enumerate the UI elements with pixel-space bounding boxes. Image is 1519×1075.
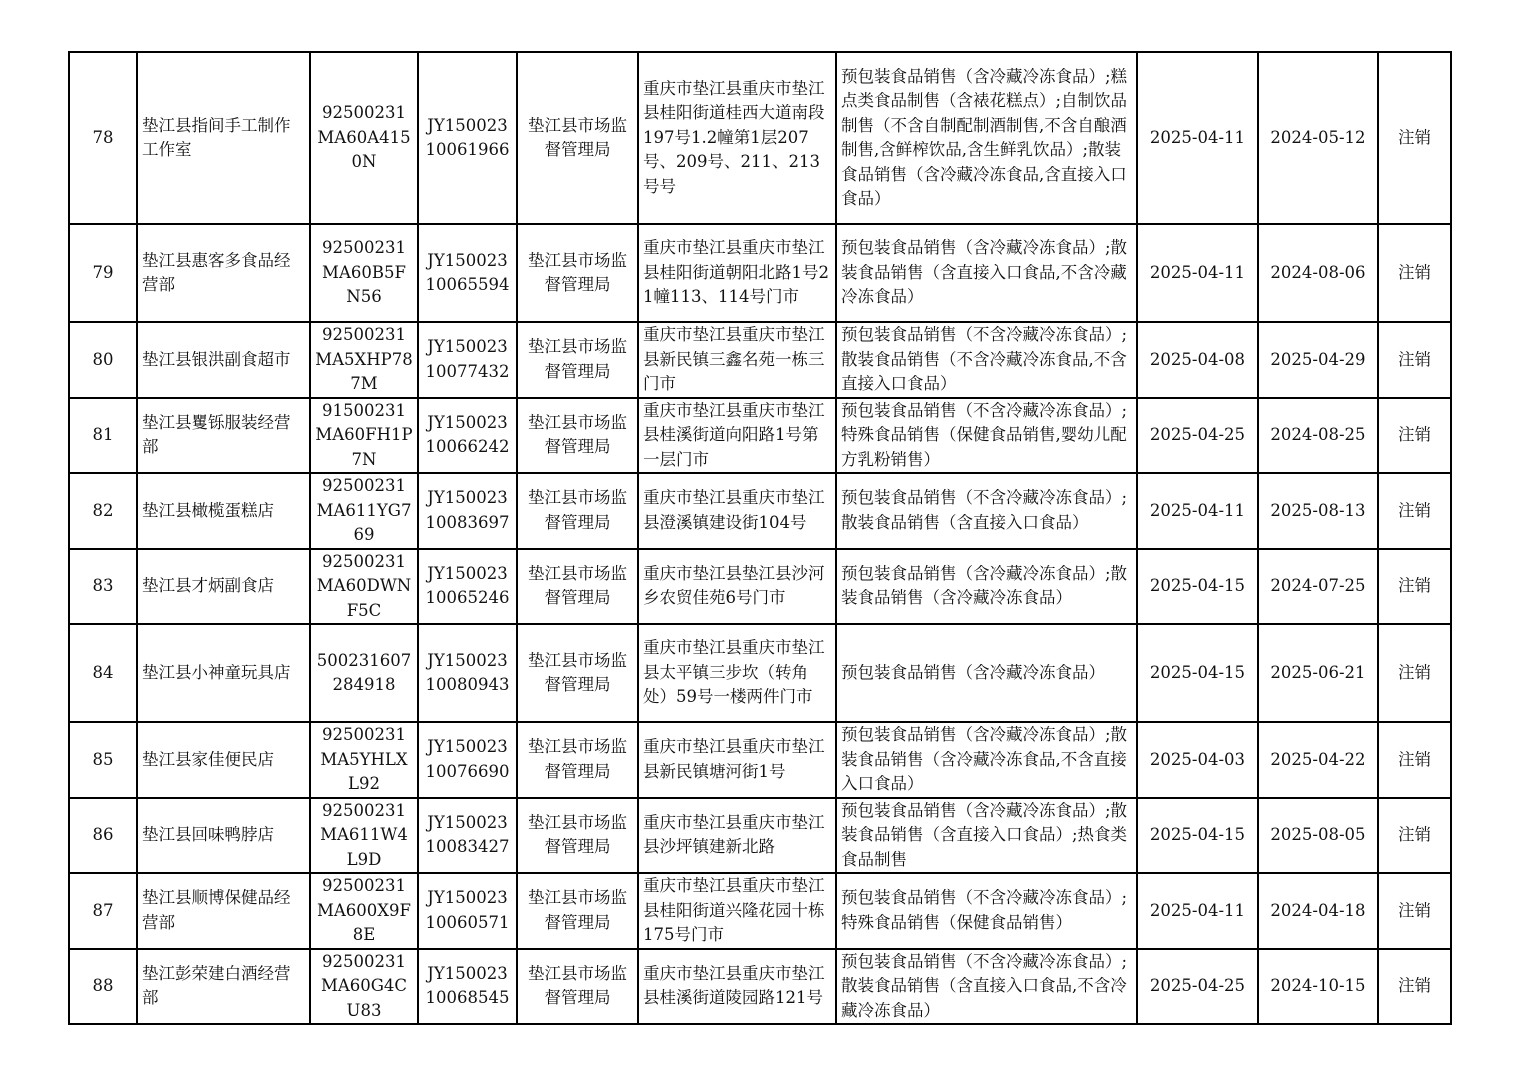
- table-row: [69, 722, 1451, 798]
- address-cell: 重庆市垫江县垫江县沙河乡农贸佳苑6号门市: [638, 549, 836, 625]
- credit-code-cell: 92500231MA60A4150N: [310, 52, 418, 224]
- expiry-date-cell: 2024-10-15: [1258, 949, 1378, 1025]
- business-name-cell: 垫江县银洪副食超市: [137, 322, 310, 398]
- expiry-date-cell: 2024-07-25: [1258, 549, 1378, 625]
- business-name-cell: 垫江县小神童玩具店: [137, 624, 310, 722]
- expiry-date-cell: 2025-08-05: [1258, 798, 1378, 874]
- address-cell: 重庆市垫江县重庆市垫江县桂溪街道陵园路121号: [638, 949, 836, 1025]
- status-cell: 注销: [1378, 949, 1451, 1025]
- address-cell: 重庆市垫江县重庆市垫江县桂溪街道向阳路1号第一层门市: [638, 398, 836, 474]
- business-scope-cell: 预包装食品销售（含冷藏冷冻食品）;糕点类食品制售（含裱花糕点）;自制饮品制售（不含自制配制酒制售,不含自酿酒制售,含鲜榨饮品,含生鲜乳饮品）;散装食品销售（含冷藏冷冻食品,含直接入口食品）: [836, 52, 1137, 224]
- table-row: [69, 398, 1451, 474]
- status-cell: 注销: [1378, 873, 1451, 949]
- business-scope-cell: 预包装食品销售（含冷藏冷冻食品）: [836, 624, 1137, 722]
- business-scope-cell: 预包装食品销售（不含冷藏冷冻食品）;散装食品销售（含直接入口食品,不含冷藏冷冻食品）: [836, 949, 1137, 1025]
- status-cell: 注销: [1378, 798, 1451, 874]
- license-number-cell: JY15002310083697: [418, 473, 517, 549]
- issuing-authority-cell: 垫江县市场监督管理局: [517, 549, 638, 625]
- business-name-cell: 垫江县家佳便民店: [137, 722, 310, 798]
- address-cell: 重庆市垫江县重庆市垫江县澄溪镇建设街104号: [638, 473, 836, 549]
- credit-code-cell: 92500231MA611YG769: [310, 473, 418, 549]
- cancel-date-cell: 2025-04-11: [1137, 473, 1258, 549]
- status-cell: 注销: [1378, 322, 1451, 398]
- status-cell: 注销: [1378, 52, 1451, 224]
- address-cell: 重庆市垫江县重庆市垫江县桂阳街道兴隆花园十栋175号门市: [638, 873, 836, 949]
- credit-code-cell: 92500231MA600X9F8E: [310, 873, 418, 949]
- credit-code-cell: 92500231MA60B5FN56: [310, 224, 418, 322]
- business-scope-cell: 预包装食品销售（不含冷藏冷冻食品）;散装食品销售（不含冷藏冷冻食品,不含直接入口食品）: [836, 322, 1137, 398]
- row-number-cell: 83: [69, 549, 137, 625]
- status-cell: 注销: [1378, 398, 1451, 474]
- license-number-cell: JY15002310060571: [418, 873, 517, 949]
- issuing-authority-cell: 垫江县市场监督管理局: [517, 224, 638, 322]
- status-cell: 注销: [1378, 224, 1451, 322]
- status-cell: 注销: [1378, 624, 1451, 722]
- cancel-date-cell: 2025-04-25: [1137, 949, 1258, 1025]
- table-row: [69, 798, 1451, 874]
- expiry-date-cell: 2025-08-13: [1258, 473, 1378, 549]
- license-number-cell: JY15002310066242: [418, 398, 517, 474]
- address-cell: 重庆市垫江县重庆市垫江县桂阳街道朝阳北路1号21幢113、114号门市: [638, 224, 836, 322]
- table-row: [69, 473, 1451, 549]
- issuing-authority-cell: 垫江县市场监督管理局: [517, 322, 638, 398]
- status-cell: 注销: [1378, 722, 1451, 798]
- business-scope-cell: 预包装食品销售（不含冷藏冷冻食品）;特殊食品销售（保健食品销售）: [836, 873, 1137, 949]
- license-number-cell: JY15002310065594: [418, 224, 517, 322]
- cancel-date-cell: 2025-04-15: [1137, 798, 1258, 874]
- expiry-date-cell: 2025-04-29: [1258, 322, 1378, 398]
- row-number-cell: 79: [69, 224, 137, 322]
- expiry-date-cell: 2024-04-18: [1258, 873, 1378, 949]
- credit-code-cell: 92500231MA5XHP787M: [310, 322, 418, 398]
- business-name-cell: 垫江彭荣建白酒经营部: [137, 949, 310, 1025]
- row-number-cell: 82: [69, 473, 137, 549]
- license-number-cell: JY15002310083427: [418, 798, 517, 874]
- license-number-cell: JY15002310080943: [418, 624, 517, 722]
- address-cell: 重庆市垫江县重庆市垫江县新民镇三鑫名苑一栋三门市: [638, 322, 836, 398]
- address-cell: 重庆市垫江县重庆市垫江县新民镇塘河街1号: [638, 722, 836, 798]
- cancel-date-cell: 2025-04-15: [1137, 624, 1258, 722]
- license-number-cell: JY15002310076690: [418, 722, 517, 798]
- cancel-date-cell: 2025-04-25: [1137, 398, 1258, 474]
- row-number-cell: 88: [69, 949, 137, 1025]
- license-table: [68, 51, 1452, 1025]
- business-name-cell: 垫江县顺博保健品经营部: [137, 873, 310, 949]
- row-number-cell: 86: [69, 798, 137, 874]
- business-name-cell: 垫江县橄榄蛋糕店: [137, 473, 310, 549]
- table-row: [69, 624, 1451, 722]
- cancel-date-cell: 2025-04-08: [1137, 322, 1258, 398]
- cancel-date-cell: 2025-04-15: [1137, 549, 1258, 625]
- row-number-cell: 81: [69, 398, 137, 474]
- cancel-date-cell: 2025-04-11: [1137, 873, 1258, 949]
- license-number-cell: JY15002310068545: [418, 949, 517, 1025]
- row-number-cell: 78: [69, 52, 137, 224]
- table-row: [69, 873, 1451, 949]
- expiry-date-cell: 2024-08-25: [1258, 398, 1378, 474]
- business-name-cell: 垫江县才炳副食店: [137, 549, 310, 625]
- table-row: [69, 224, 1451, 322]
- credit-code-cell: 92500231MA611W4L9D: [310, 798, 418, 874]
- cancel-date-cell: 2025-04-11: [1137, 52, 1258, 224]
- address-cell: 重庆市垫江县重庆市垫江县桂阳街道桂西大道南段197号1.2幢第1层207号、209号、211、213号号: [638, 52, 836, 224]
- table-row: [69, 52, 1451, 224]
- table-row: [69, 549, 1451, 625]
- table-row: [69, 949, 1451, 1025]
- row-number-cell: 84: [69, 624, 137, 722]
- address-cell: 重庆市垫江县重庆市垫江县太平镇三步坎（转角处）59号一楼两件门市: [638, 624, 836, 722]
- business-name-cell: 垫江县矍铄服装经营部: [137, 398, 310, 474]
- cancel-date-cell: 2025-04-11: [1137, 224, 1258, 322]
- license-table-body: [69, 52, 1451, 1024]
- credit-code-cell: 92500231MA60G4CU83: [310, 949, 418, 1025]
- business-scope-cell: 预包装食品销售（含冷藏冷冻食品）;散装食品销售（含直接入口食品）;热食类食品制售: [836, 798, 1137, 874]
- license-number-cell: JY15002310077432: [418, 322, 517, 398]
- business-scope-cell: 预包装食品销售（含冷藏冷冻食品）;散装食品销售（含直接入口食品,不含冷藏冷冻食品）: [836, 224, 1137, 322]
- business-scope-cell: 预包装食品销售（不含冷藏冷冻食品）;散装食品销售（含直接入口食品）: [836, 473, 1137, 549]
- expiry-date-cell: 2025-06-21: [1258, 624, 1378, 722]
- status-cell: 注销: [1378, 473, 1451, 549]
- credit-code-cell: 500231607284918: [310, 624, 418, 722]
- issuing-authority-cell: 垫江县市场监督管理局: [517, 722, 638, 798]
- credit-code-cell: 92500231MA60DWNF5C: [310, 549, 418, 625]
- expiry-date-cell: 2025-04-22: [1258, 722, 1378, 798]
- business-name-cell: 垫江县回味鸭脖店: [137, 798, 310, 874]
- business-scope-cell: 预包装食品销售（不含冷藏冷冻食品）;特殊食品销售（保健食品销售,婴幼儿配方乳粉销售）: [836, 398, 1137, 474]
- row-number-cell: 80: [69, 322, 137, 398]
- address-cell: 重庆市垫江县重庆市垫江县沙坪镇建新北路: [638, 798, 836, 874]
- license-number-cell: JY15002310061966: [418, 52, 517, 224]
- status-cell: 注销: [1378, 549, 1451, 625]
- cancel-date-cell: 2025-04-03: [1137, 722, 1258, 798]
- issuing-authority-cell: 垫江县市场监督管理局: [517, 624, 638, 722]
- license-number-cell: JY15002310065246: [418, 549, 517, 625]
- credit-code-cell: 92500231MA5YHLXL92: [310, 722, 418, 798]
- issuing-authority-cell: 垫江县市场监督管理局: [517, 873, 638, 949]
- issuing-authority-cell: 垫江县市场监督管理局: [517, 473, 638, 549]
- business-scope-cell: 预包装食品销售（含冷藏冷冻食品）;散装食品销售（含冷藏冷冻食品,不含直接入口食品）: [836, 722, 1137, 798]
- business-name-cell: 垫江县惠客多食品经营部: [137, 224, 310, 322]
- expiry-date-cell: 2024-05-12: [1258, 52, 1378, 224]
- issuing-authority-cell: 垫江县市场监督管理局: [517, 398, 638, 474]
- issuing-authority-cell: 垫江县市场监督管理局: [517, 798, 638, 874]
- row-number-cell: 85: [69, 722, 137, 798]
- credit-code-cell: 91500231MA60FH1P7N: [310, 398, 418, 474]
- business-name-cell: 垫江县指间手工制作工作室: [137, 52, 310, 224]
- issuing-authority-cell: 垫江县市场监督管理局: [517, 52, 638, 224]
- expiry-date-cell: 2024-08-06: [1258, 224, 1378, 322]
- row-number-cell: 87: [69, 873, 137, 949]
- business-scope-cell: 预包装食品销售（含冷藏冷冻食品）;散装食品销售（含冷藏冷冻食品）: [836, 549, 1137, 625]
- issuing-authority-cell: 垫江县市场监督管理局: [517, 949, 638, 1025]
- table-row: [69, 322, 1451, 398]
